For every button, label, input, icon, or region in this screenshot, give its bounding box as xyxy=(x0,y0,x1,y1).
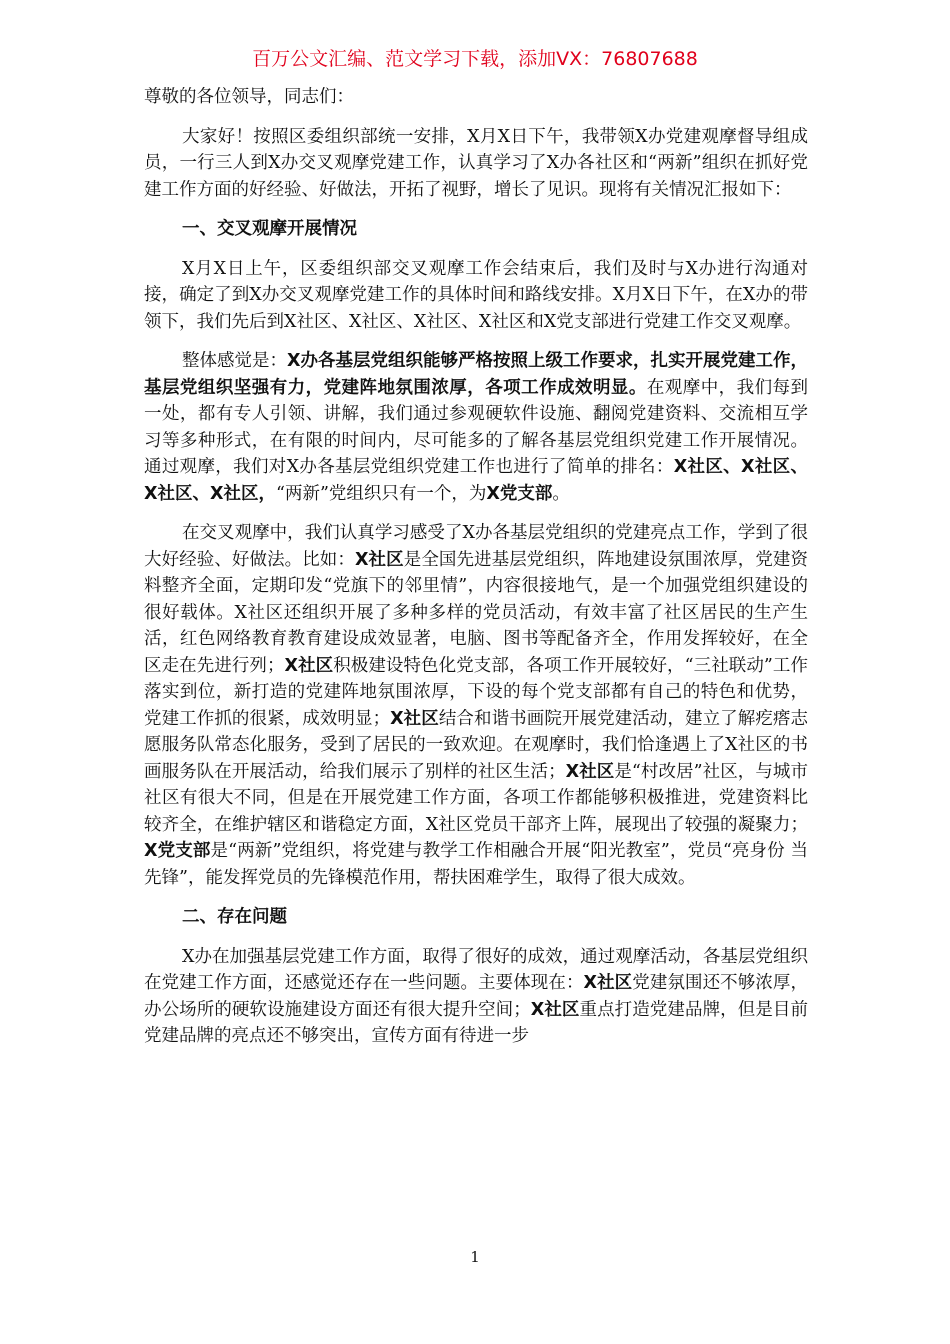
section-1-paragraph-2 xyxy=(144,348,808,507)
party-branch-name: X党支部 xyxy=(144,841,211,861)
community-highlight: 是“村改居”社区，与城市社区有很大不同，但是在开展党建工作方面，各项工作都能够积极推进，党建资料比较齐全，在维护辖区和谐稳定方面，X社区党员干部齐上阵，展现出了较强的凝聚力； xyxy=(144,761,808,835)
community-name: X社区 xyxy=(284,655,334,676)
overall-assessment: X办各基层党组织能够严格按照上级工作要求，扎实开展党建工作，基层党组织坚强有力，党建阵地氛围浓厚，各项工作成效明显。 xyxy=(144,351,808,398)
ranking-end: 。 xyxy=(552,483,570,504)
community-highlight: 积极建设特色化党支部，各项工作开展较好，“三社联动”工作落实到位，新打造的党建阵地氛围浓厚，下设的每个党支部都有自己的特色和优势，党建工作抓的很紧，成效明显； xyxy=(144,655,808,729)
community-highlight: 结合和谐书画院开展党建活动，建立了解疙瘩志愿服务队常态化服务，受到了居民的一致欢迎。在观摩时，我们恰逢遇上了X社区的书画服务队在开展活动，给我们展示了别样的社区生活； xyxy=(144,708,809,782)
ranking-list: X社区、X社区、X社区、X社区， xyxy=(144,457,808,504)
problems-intro: X办在加强基层党建工作方面，取得了很好的成效，通过观摩活动，各基层党组织在党建工作方面，还感觉还存在一些问题。主要体现在： xyxy=(144,946,808,993)
community-name: X社区 xyxy=(583,973,633,993)
community-name: X社区 xyxy=(565,761,615,782)
community-name: X社区 xyxy=(530,999,580,1020)
problem-text: 重点打造党建品牌，但是目前党建品牌的亮点还不够突出，宣传方面有待进一步 xyxy=(144,999,808,1046)
section-1-heading: 一、交叉观摩开展情况 xyxy=(182,219,357,239)
observation-text: 在观摩中，我们每到一处，都有专人引领、讲解，我们通过参观硬软件设施、翻阅党建资料、交流相互学习等多种形式，在有限的时间内，尽可能多的了解各基层党组织党建工作开展情况。通过观摩，我们对X办各基层党组织党建工作也进行了简单的排名： xyxy=(144,377,809,477)
problem-text: 党建氛围还不够浓厚，办公场所的硬软设施建设方面还有很大提升空间； xyxy=(144,973,809,1020)
section-2-paragraph-1 xyxy=(144,944,808,1050)
section-2-heading: 二、存在问题 xyxy=(182,907,287,927)
document-body xyxy=(144,84,808,1063)
lead-text: 整体感觉是： xyxy=(182,351,287,371)
intro-paragraph: 大家好！按照区委组织部统一安排，X月X日下午，我带领X办党建观摩督导组成员，一行三人到X办交叉观摩党建工作，认真学习了X办各社区和“两新”组织在抓好党建工作方面的好经验、好做法，开拓了视野，增长了见识。现将有关情况汇报如下： xyxy=(144,126,808,200)
page-number: 1 xyxy=(470,1248,480,1266)
ranking-tail: “两新”党组织只有一个，为 xyxy=(276,483,487,504)
section-1-paragraph-3 xyxy=(144,520,808,891)
community-highlight: 是全国先进基层党组织，阵地建设氛围浓厚，党建资料整齐全面，定期印发“党旗下的邻里情”，内容很接地气，是一个加强党组织建设的很好载体。X社区还组织开展了多种多样的党员活动，有效丰富了社区居民的生产生活，红色网络教育教育建设成效显著，电脑、图书等配备齐全，作用发挥较好，在全区走在先进行列； xyxy=(144,549,809,676)
community-name: X社区 xyxy=(390,708,439,729)
greeting: 尊敬的各位领导，同志们： xyxy=(144,87,354,107)
highlights-intro: 在交叉观摩中，我们认真学习感受了X办各基层党组织的党建亮点工作，学到了很大好经验、好做法。比如： xyxy=(144,523,808,570)
download-watermark: 百万公文汇编、范文学习下载，添加VX：76807688 xyxy=(252,48,698,70)
ranking-party-branch: X党支部 xyxy=(486,483,553,504)
party-branch-highlight: 是“两新”党组织，将党建与教学工作相融合开展“阳光教室”，党员“亮身份 当先锋”，能发挥党员的先锋模范作用，帮扶困难学生，取得了很大成效。 xyxy=(144,841,808,888)
section-1-paragraph-1: X月X日上午，区委组织部交叉观摩工作会结束后，我们及时与X办进行沟通对接，确定了到X办交叉观摩党建工作的具体时间和路线安排。X月X日下午，在X办的带领下，我们先后到X社区、X社区、X社区、X社区和X党支部进行党建工作交叉观摩。 xyxy=(144,258,808,332)
community-name: X社区 xyxy=(354,549,404,570)
